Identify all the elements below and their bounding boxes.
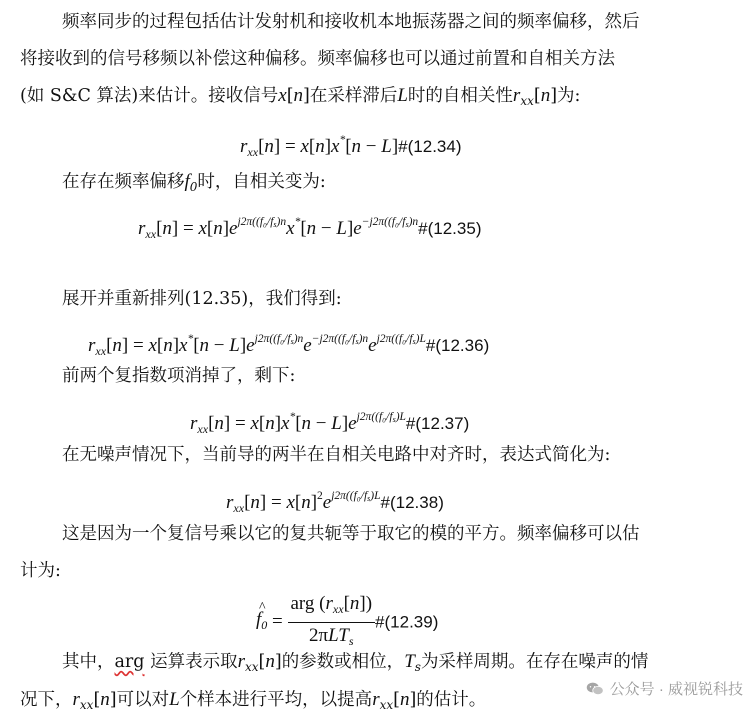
equation-12-37: $r_{xx}[n] = x[n]x^*[n$ − $L]e^{j2\pi((f_0/f_s)L}\#(12.37)$	[190, 411, 470, 436]
paragraph-line: 这是因为一个复信号乘以它的复共轭等于取它的模的平方。频率偏移可以估	[62, 524, 640, 544]
paragraph-line: 前两个复指数项消掉了，剩下:	[62, 366, 296, 386]
paragraph-line: 在存在频率偏移$f_0$时，自相关变为:	[62, 171, 326, 194]
paragraph-line: 在无噪声情况下，当前导的两半在自相关电路中对齐时，表达式简化为:	[62, 445, 611, 465]
equation-12-36: $r_{xx}[n] = x[n]x^*[n$ − $L]e^{j2\pi((f_0/f_s)n}e^{-j2\pi((f_0/f_s)n}e^{j2\pi((f_0/f_s)L}\#(12.36)$	[88, 333, 490, 358]
paragraph-line: 将接收到的信号移频以补偿这种偏移。频率偏移也可以通过前置和自相关方法	[20, 49, 615, 69]
paragraph-line: 况下，$r_{xx}[n]$可以对L个样本进行平均，以提高$r_{xx}[n]$的估计。	[20, 689, 487, 712]
equation-12-39: ^ $f_0$ = $\frac{arg (r_{xx}[n])}{2\pi LT_s}$ #(12.39)	[256, 593, 439, 648]
paragraph-line: 频率同步的过程包括估计发射机和接收机本地振荡器之间的频率偏移，然后	[62, 12, 640, 32]
paragraph-line: 其中，arg 运算表示取$r_{xx}[n]$的参数或相位，$T_s$为采样周期。在存在噪声的情	[62, 651, 649, 674]
watermark-text: 公众号 · 威视锐科技	[609, 681, 743, 698]
equation-12-34: $r_{xx}[n] = x[n]x^*[n$ − L]#(12.34)	[240, 134, 462, 159]
equation-12-38: $r_{xx}[n]$ = $x[n]^2e^{j2\pi((f_0/f_s)L}\#(12.38)$	[226, 490, 444, 515]
equation-12-35: $r_{xx}[n] = x[n]e^{j2\pi((f_0/f_s)n}x^*[n$ − $L]e^{-j2\pi((f_0/f_s)n}\#(12.35)$	[138, 216, 482, 241]
watermark	[586, 678, 743, 699]
paragraph-line: (如 S&C 算法)来估计。接收信号x[n]在采样滞后L时的自相关性$r_{xx}[n]$为:	[20, 85, 581, 108]
paragraph-line: 计为:	[20, 561, 61, 581]
paragraph-line: 展开并重新排列(12.35)，我们得到:	[62, 289, 342, 309]
wechat-icon	[586, 681, 604, 697]
